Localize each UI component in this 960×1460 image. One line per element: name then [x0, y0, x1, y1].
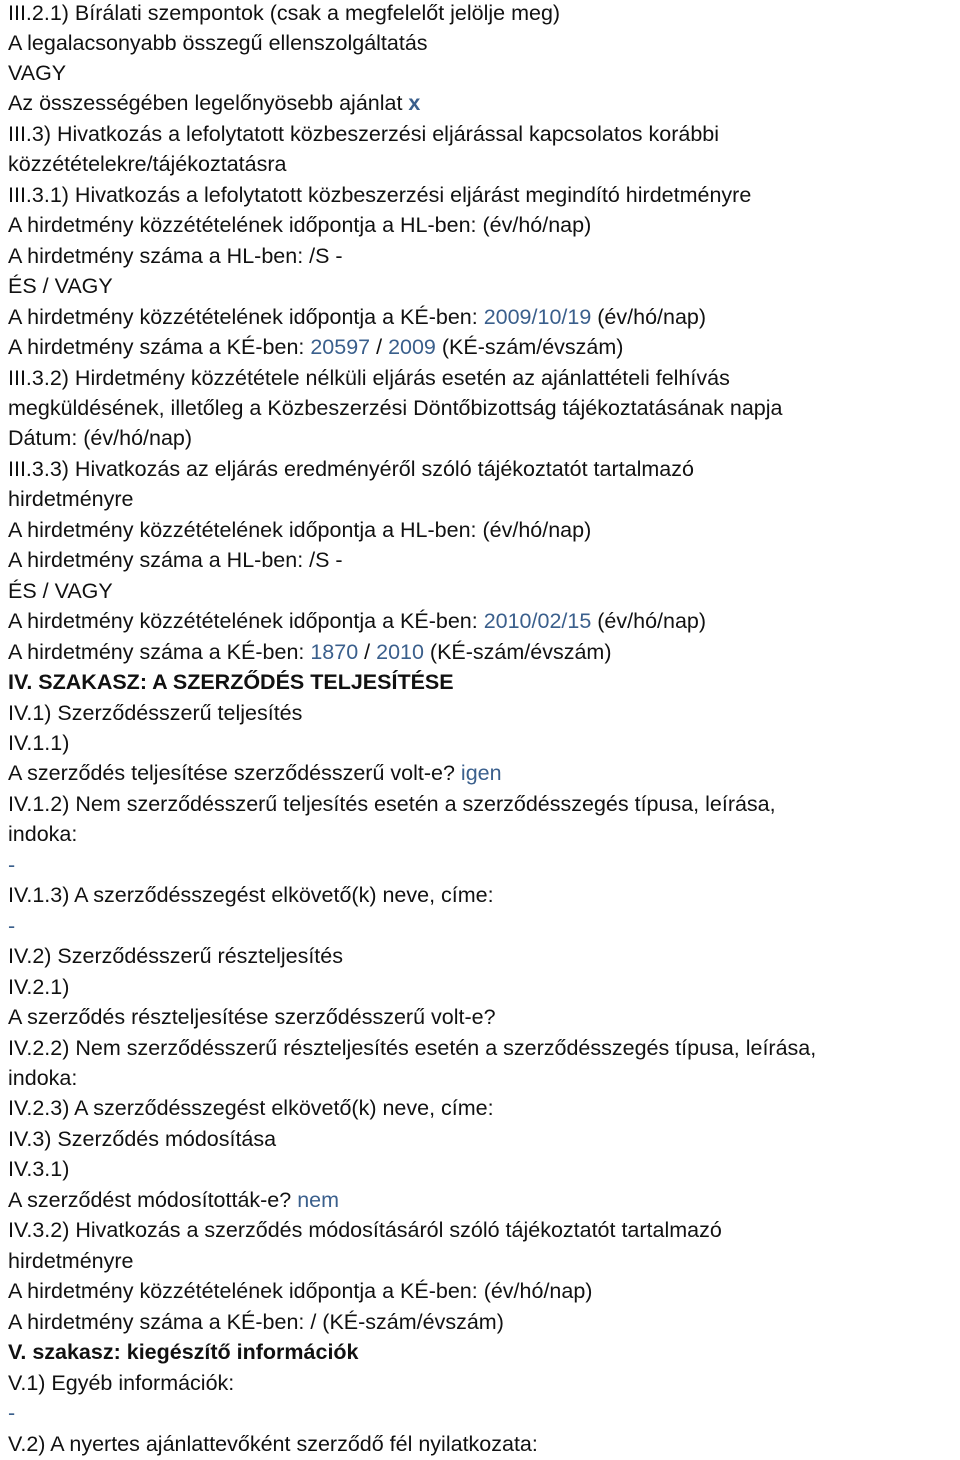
line-text: megküldésének, illetőleg a Közbeszerzési Döntőbizottság tájékoztatásának napja [8, 396, 783, 420]
line-text: ÉS / VAGY [8, 274, 113, 298]
line-text: III.3.3) Hivatkozás az eljárás eredményéről szóló tájékoztatót tartalmazó [8, 457, 694, 481]
line-text: V.2) A nyertes ajánlattevőként szerződő fél nyilatkozata: [8, 1432, 538, 1456]
line-text: A szerződés teljesítése szerződésszerű volt-e? [8, 761, 461, 785]
field-value: igen [460, 761, 502, 785]
line-text: A szerződés részteljesítése szerződésszerű volt-e? [8, 1005, 496, 1029]
text-line [8, 1278, 592, 1304]
line-text: A szerződést módosították-e? [8, 1188, 298, 1212]
text-line [8, 578, 113, 604]
section-heading [8, 456, 694, 482]
line-text: A hirdetmény közzétételének időpontja a HL-ben: (év/hó/nap) [8, 518, 592, 542]
field-value: - [8, 1401, 16, 1425]
field-value: 2010/02/15 [483, 609, 592, 633]
text-line [8, 1309, 504, 1335]
section-heading [8, 182, 751, 208]
section-heading [8, 365, 730, 391]
section-heading [8, 1126, 276, 1152]
text-line [8, 304, 706, 330]
line-text: IV.1.3) A szerződésszegést elkövető(k) neve, címe: [8, 883, 494, 907]
part-title [8, 1339, 359, 1365]
section-heading [8, 943, 343, 969]
line-text: A hirdetmény száma a KÉ-ben: [8, 335, 311, 359]
field-value: 2010 [376, 640, 424, 664]
line-text: VAGY [8, 61, 67, 85]
line-text: III.3.2) Hirdetmény közzététele nélküli eljárás esetén az ajánlattételi felhívás [8, 366, 730, 390]
line-text: A hirdetmény száma a KÉ-ben: / (KÉ-szám/évszám) [8, 1310, 504, 1334]
section-heading [8, 1035, 816, 1061]
line-text: IV.2.1) [8, 975, 70, 999]
section-heading [8, 1431, 538, 1457]
line-text: A hirdetmény száma a HL-ben: /S - [8, 548, 343, 572]
section-heading [8, 882, 494, 908]
line-text: A hirdetmény száma a HL-ben: /S - [8, 244, 343, 268]
line-text: indoka: [8, 1066, 78, 1090]
section-heading [8, 1370, 234, 1396]
section-heading [8, 1095, 494, 1121]
text-line [8, 60, 66, 86]
text-line [8, 1187, 339, 1213]
line-text: IV. SZAKASZ: A SZERZŐDÉS TELJESÍTÉSE [8, 670, 454, 694]
line-text: IV.3.1) [8, 1157, 70, 1181]
line-text: (év/hó/nap) [591, 305, 707, 329]
line-text: IV.2.2) Nem szerződésszerű részteljesítés esetén a szerződésszegés típusa, leírása, [8, 1036, 817, 1060]
field-value: nem [297, 1188, 340, 1212]
text-line [8, 90, 420, 116]
text-line [8, 395, 782, 421]
text-line [8, 1065, 77, 1091]
line-text: (KÉ-szám/évszám) [423, 640, 612, 664]
text-line [8, 1004, 496, 1030]
text-line [8, 821, 77, 847]
section-heading [8, 1156, 69, 1182]
field-value: - [8, 914, 16, 938]
section-heading [8, 1217, 722, 1243]
line-text: A hirdetmény közzétételének időpontja a HL-ben: (év/hó/nap) [8, 213, 592, 237]
field-value: 20597 [310, 335, 371, 359]
line-text: IV.2) Szerződésszerű részteljesítés [8, 944, 343, 968]
line-text: V.1) Egyéb információk: [8, 1371, 235, 1395]
line-text: A hirdetmény közzétételének időpontja a KÉ-ben: [8, 609, 484, 633]
text-line [8, 212, 591, 238]
section-heading [8, 0, 560, 26]
field-value: 2009/10/19 [483, 305, 592, 329]
text-line [8, 913, 15, 939]
line-text: indoka: [8, 822, 78, 846]
text-line [8, 608, 706, 634]
text-line [8, 151, 286, 177]
text-line [8, 852, 15, 878]
text-line [8, 334, 623, 360]
section-heading [8, 121, 719, 147]
line-text: A hirdetmény közzétételének időpontja a KÉ-ben: [8, 305, 484, 329]
text-line [8, 1400, 15, 1426]
line-text: IV.2.3) A szerződésszegést elkövető(k) neve, címe: [8, 1096, 494, 1120]
line-text: Az összességében legelőnyösebb ajánlat [8, 91, 409, 115]
text-line [8, 639, 612, 665]
line-text: Dátum: (év/hó/nap) [8, 426, 193, 450]
text-line [8, 273, 113, 299]
line-text: IV.3) Szerződés módosítása [8, 1127, 277, 1151]
line-text: III.3) Hivatkozás a lefolytatott közbeszerzési eljárással kapcsolatos korábbi [8, 122, 720, 146]
text-line [8, 517, 591, 543]
field-value: - [8, 853, 16, 877]
field-value: 1870 [310, 640, 359, 664]
line-text: IV.1) Szerződésszerű teljesítés [8, 701, 303, 725]
text-line [8, 486, 133, 512]
line-text: közzétételekre/tájékoztatásra [8, 152, 287, 176]
text-line [8, 760, 502, 786]
field-value: 2009 [388, 335, 436, 359]
text-line [8, 1248, 133, 1274]
line-text: (KÉ-szám/évszám) [435, 335, 624, 359]
text-line [8, 547, 343, 573]
section-heading [8, 730, 69, 756]
line-text: / [370, 335, 389, 359]
line-text: hirdetményre [8, 487, 134, 511]
text-line [8, 243, 343, 269]
selected-mark: x [408, 91, 421, 115]
text-line [8, 30, 428, 56]
line-text: / [358, 640, 377, 664]
line-text: A hirdetmény száma a KÉ-ben: [8, 640, 311, 664]
line-text: IV.1.2) Nem szerződésszerű teljesítés esetén a szerződésszegés típusa, leírása, [8, 792, 776, 816]
line-text: A hirdetmény közzétételének időpontja a KÉ-ben: (év/hó/nap) [8, 1279, 593, 1303]
section-heading [8, 974, 69, 1000]
line-text: III.3.1) Hivatkozás a lefolytatott közbeszerzési eljárást megindító hirdetményre [8, 183, 752, 207]
line-text: A legalacsonyabb összegű ellenszolgáltatás [8, 31, 428, 55]
line-text: hirdetményre [8, 1249, 134, 1273]
section-heading [8, 700, 302, 726]
line-text: (év/hó/nap) [591, 609, 707, 633]
line-text: III.2.1) Bírálati szempontok (csak a megfelelőt jelölje meg) [8, 1, 561, 25]
line-text: ÉS / VAGY [8, 579, 113, 603]
section-heading [8, 791, 776, 817]
part-title [8, 669, 454, 695]
line-text: V. szakasz: kiegészítő információk [8, 1340, 359, 1364]
line-text: IV.1.1) [8, 731, 70, 755]
text-line [8, 425, 192, 451]
line-text: IV.3.2) Hivatkozás a szerződés módosításáról szóló tájékoztatót tartalmazó [8, 1218, 722, 1242]
